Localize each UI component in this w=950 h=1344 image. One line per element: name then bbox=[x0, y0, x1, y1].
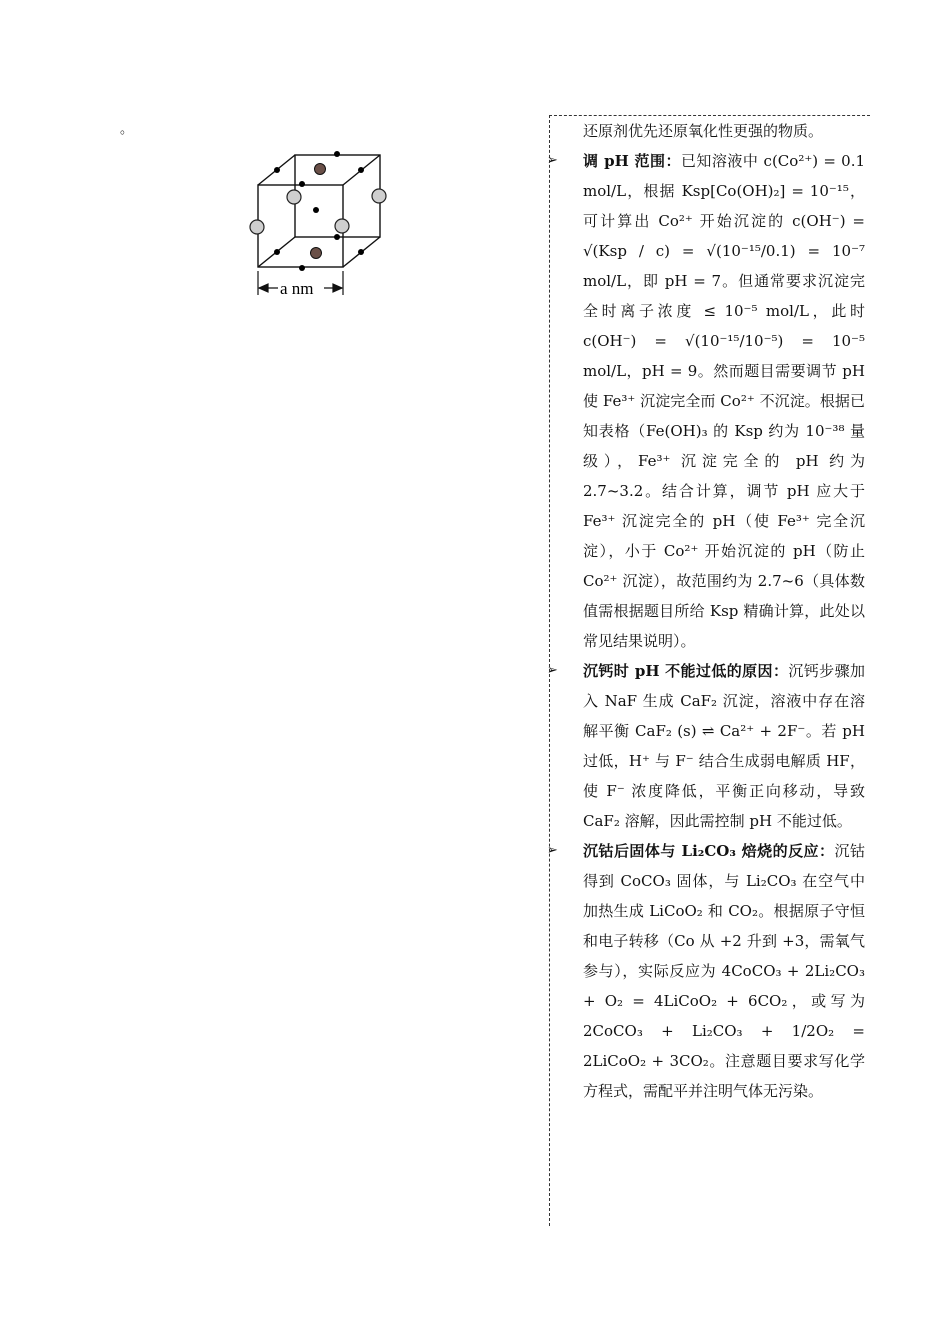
dimension-label: a nm bbox=[280, 279, 314, 298]
stray-punctuation: 。 bbox=[120, 122, 134, 137]
item-body: 沉钙步骤加入 NaF 生成 CaF₂ 沉淀，溶液中存在溶解平衡 CaF₂ (s) ⇌ Ca²⁺ + 2F⁻。若 pH 过低，H⁺ 与 F⁻ 结合生成弱电解质 HF，使 F⁻ 浓度降低，平衡正向移动，导致 CaF₂ 溶解，因此需控制 pH 不能过低。 bbox=[583, 662, 865, 830]
crystal-cell-figure bbox=[240, 140, 400, 300]
list-item-calcium-ph bbox=[547, 656, 865, 836]
intro-paragraph: 还原剂优先还原氧化性更强的物质。 bbox=[583, 122, 824, 140]
arrow-bullet-icon: ➢ bbox=[547, 843, 558, 858]
item-body: 沉钴得到 CoCO₃ 固体，与 Li₂CO₃ 在空气中加热生成 LiCoO₂ 和 CO₂。根据原子守恒和电子转移（Co 从 +2 升到 +3，需氧气参与），实际反应为 4CoCO₃ + 2Li₂CO₃ + O₂ = 4LiCoO₂ + 6CO₂，或写为 2CoCO₃ + Li₂CO₃ + 1/2O₂ = 2LiCoO₂ + 3CO₂。注意题目要求写化学方程式，需配平并注明气体无污染。 bbox=[583, 842, 865, 1100]
item-title: 沉钴后固体与 Li₂CO₃ 焙烧的反应： bbox=[583, 842, 835, 860]
item-title: 调 pH 范围： bbox=[583, 152, 681, 170]
item-title: 沉钙时 pH 不能过低的原因： bbox=[583, 662, 789, 680]
arrow-bullet-icon: ➢ bbox=[547, 153, 558, 168]
list-item-ph-range bbox=[547, 146, 866, 656]
item-body: 已知溶液中 c(Co²⁺) = 0.1 mol/L，根据 Ksp[Co(OH)₂] = 10⁻¹⁵，可计算出 Co²⁺ 开始沉淀的 c(OH⁻) = √(Ksp / c) = √(10⁻¹⁵/0.1) = 10⁻⁷ mol/L，即 pH = 7。但通常要求沉淀完全时离子浓度 ≤ 10⁻⁵ mol/L，此时 c(OH⁻) = √(10⁻¹⁵/10⁻⁵) = 10⁻⁵ mol/L，pH = 9。然而题目需要调节 pH 使 Fe³⁺ 沉淀完全而 Co²⁺ 不沉淀。根据已知表格（Fe(OH)₃ 的 Ksp 约为 10⁻³⁸ 量级），Fe³⁺ 沉淀完全的 pH 约为 2.7~3.2。结合计算，调节 pH 应大于 Fe³⁺ 沉淀完全的 pH（使 Fe³⁺ 完全沉淀），小于 Co²⁺ 开始沉淀的 pH（防止 Co²⁺ 沉淀），故范围约为 2.7~6（具体数值需根据题目所给 Ksp 精确计算，此处以常见结果说明）。 bbox=[583, 152, 866, 650]
answer-content bbox=[547, 116, 866, 1106]
arrow-bullet-icon: ➢ bbox=[547, 663, 558, 678]
list-item-roasting-reaction bbox=[547, 836, 865, 1106]
